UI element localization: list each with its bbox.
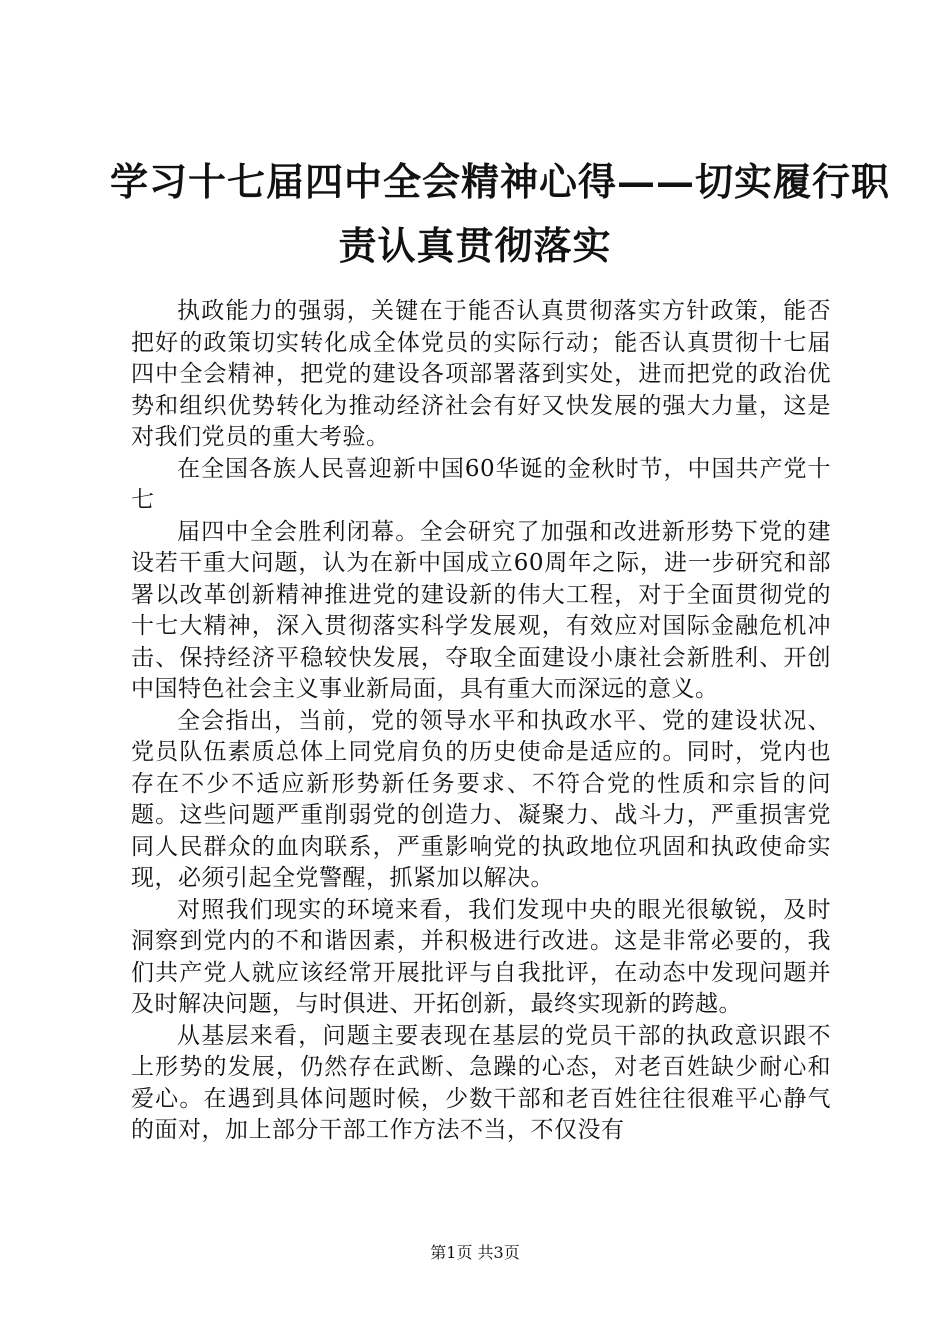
document-title-line-2: 责认真贯彻落实 bbox=[338, 223, 612, 268]
paragraph: 全会指出，当前，党的领导水平和执政水平、党的建设状况、党员队伍素质总体上同党肩负的历史使命是适应的。同时，党内也存在不少不适应新形势新任务要求、不符合党的性质和宗旨的问题。这些问题严重削弱党的创造力、凝聚力、战斗力，严重损害党同人民群众的血肉联系，严重影响党的执政地位巩固和执政使命实现，必须引起全党警醒，抓紧加以解决。 bbox=[131, 707, 831, 891]
document-body bbox=[131, 296, 831, 1147]
document-title-line-1: 学习十七届四中全会精神心得——切实履行职 bbox=[110, 159, 891, 204]
paragraph: 执政能力的强弱，关键在于能否认真贯彻落实方针政策，能否把好的政策切实转化成全体党员的实际行动；能否认真贯彻十七届四中全会精神，把党的建设各项部署落到实处，进而把党的政治优势和组织优势转化为推动经济社会有好又快发展的强大力量，这是对我们党员的重大考验。 bbox=[131, 298, 831, 450]
paragraph: 在全国各族人民喜迎新中国60华诞的金秋时节，中国共产党十七 bbox=[131, 455, 831, 513]
paragraph: 届四中全会胜利闭幕。全会研究了加强和改进新形势下党的建设若干重大问题，认为在新中国成立60周年之际，进一步研究和部署以改革创新精神推进党的建设新的伟大工程，对于全面贯彻党的十七大精神，深入贯彻落实科学发展观，有效应对国际金融危机冲击、保持经济平稳较快发展，夺取全面建设小康社会新胜利、开创中国特色社会主义事业新局面，具有重大而深远的意义。 bbox=[131, 518, 831, 702]
paragraph: 从基层来看，问题主要表现在基层的党员干部的执政意识跟不上形势的发展，仍然存在武断、急躁的心态，对老百姓缺少耐心和爱心。在遇到具体问题时候，少数干部和老百姓往往很难平心静气的面对，加上部分干部工作方法不当，不仅没有 bbox=[131, 1022, 831, 1143]
paragraph: 对照我们现实的环境来看，我们发现中央的眼光很敏锐，及时洞察到党内的不和谐因素，并积极进行改进。这是非常必要的，我们共产党人就应该经常开展批评与自我批评，在动态中发现问题并及时解决问题，与时俱进、开拓创新，最终实现新的跨越。 bbox=[131, 896, 831, 1017]
page-number-footer: 第1页 共3页 bbox=[430, 1243, 520, 1262]
